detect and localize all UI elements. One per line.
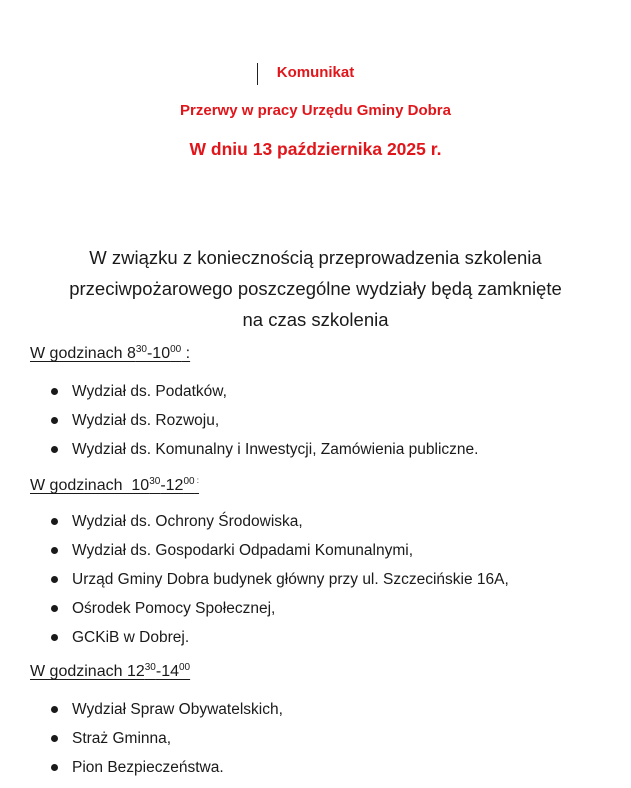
heading-text: -10 <box>146 345 171 362</box>
list-item-text: GCKiB w Dobrej. <box>72 629 190 646</box>
list-item <box>0 700 283 729</box>
intro-line: na czas szkolenia <box>242 309 389 330</box>
list-item-text: Wydział ds. Ochrony Środowiska, <box>72 513 303 530</box>
bullet-icon <box>51 547 58 554</box>
heading-text: -12 <box>160 477 184 494</box>
announcement-title: Komunikat <box>276 64 355 81</box>
list-item <box>0 440 478 469</box>
list-item <box>0 599 509 628</box>
section-list-2 <box>0 512 509 657</box>
heading-text: W godzinach 8 <box>30 345 136 362</box>
list-item-text: Wydział ds. Gospodarki Odpadami Komunalnymi, <box>72 542 414 559</box>
bullet-icon <box>51 735 58 742</box>
announcement-date: W dniu 13 października 2025 r. <box>189 139 442 159</box>
section-heading-1 <box>30 345 190 363</box>
heading-sup: 30 <box>135 344 147 355</box>
list-item <box>0 570 509 599</box>
list-item <box>0 382 478 411</box>
bullet-icon <box>51 605 58 612</box>
bullet-icon <box>51 388 58 395</box>
heading-text: W godzinach 10 <box>30 477 150 494</box>
list-item-text: Wydział ds. Komunalny i Inwestycji, Zamówienia publiczne. <box>72 441 479 458</box>
bullet-icon <box>51 417 58 424</box>
section-list-1 <box>0 382 478 469</box>
bullet-icon <box>51 764 58 771</box>
list-item <box>0 512 509 541</box>
bullet-icon <box>51 634 58 641</box>
section-list-3 <box>0 700 283 787</box>
list-item-text: Straż Gminna, <box>72 730 172 747</box>
list-item-text: Urząd Gminy Dobra budynek główny przy ul. Szczecińskie 16A, <box>72 571 509 588</box>
announcement-subtitle: Przerwy w pracy Urzędu Gminy Dobra <box>180 102 451 119</box>
bullet-icon <box>51 446 58 453</box>
intro-line: W związku z koniecznością przeprowadzenia szkolenia <box>89 247 542 268</box>
heading-sup: 30 <box>144 662 156 673</box>
list-item-text: Wydział Spraw Obywatelskich, <box>72 701 283 718</box>
heading-text: W godzinach 12 <box>30 663 145 680</box>
bullet-icon <box>51 706 58 713</box>
list-item-text: Pion Bezpieczeństwa. <box>72 759 224 776</box>
intro-paragraph <box>20 242 611 335</box>
heading-sup: 00 <box>183 476 195 487</box>
list-item-text: Ośrodek Pomocy Społecznej, <box>72 600 276 617</box>
heading-sup: 00 <box>178 662 191 673</box>
list-item <box>0 541 509 570</box>
heading-text: -14 <box>155 663 179 680</box>
bullet-icon <box>51 576 58 583</box>
list-item <box>0 758 283 787</box>
list-item-text: Wydział ds. Rozwoju, <box>72 412 220 429</box>
list-item <box>0 628 509 657</box>
list-item-text: Wydział ds. Podatków, <box>72 383 227 400</box>
section-heading-3 <box>30 663 190 681</box>
list-item <box>0 729 283 758</box>
list-item <box>0 411 478 440</box>
intro-line: przeciwpożarowego poszczególne wydziały będą zamknięte <box>69 278 562 299</box>
section-heading-2 <box>30 476 199 495</box>
bullet-icon <box>51 518 58 525</box>
heading-sup: 00 <box>170 344 182 355</box>
heading-sup: 30 <box>149 476 161 487</box>
heading-text: : <box>181 345 191 362</box>
heading-text: : <box>194 476 200 485</box>
